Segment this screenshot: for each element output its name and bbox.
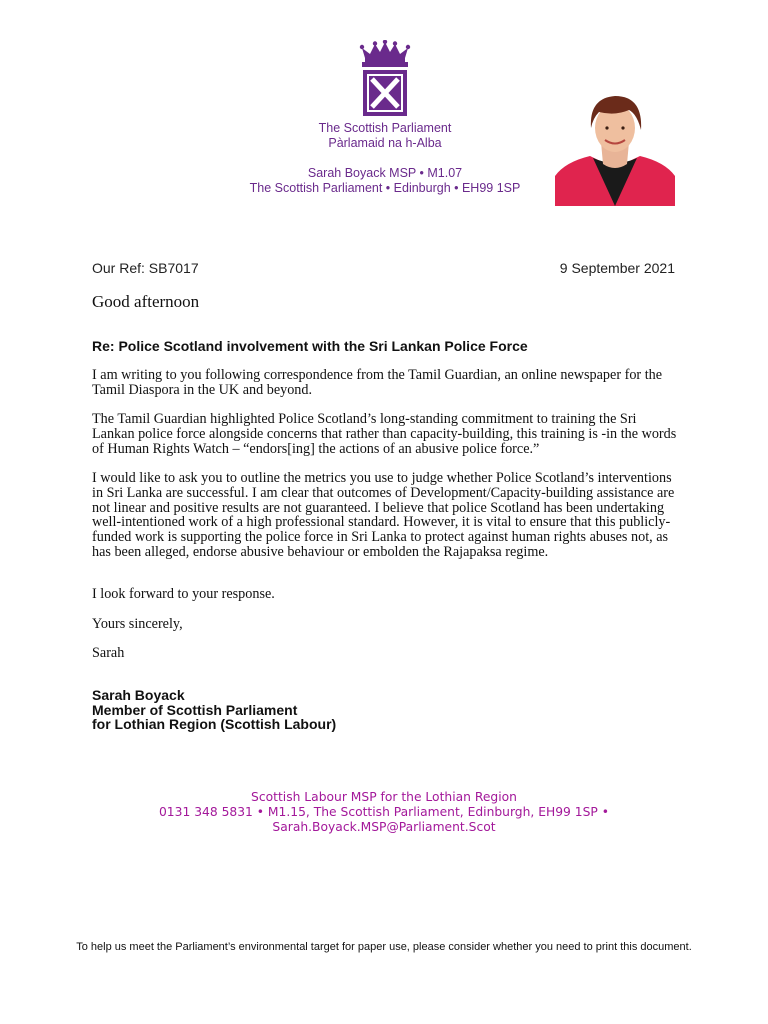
parliament-name-gaelic: Pàrlamaid na h-Alba (328, 136, 442, 150)
closing: Yours sincerely, (92, 616, 183, 632)
subject-line: Re: Police Scotland involvement with the Sri Lankan Police Force (92, 338, 528, 354)
greeting: Good afternoon (92, 292, 200, 311)
environment-note: To help us meet the Parliament’s environmental target for paper use, please consider whether you need to print this document. (76, 941, 692, 953)
signature-block (92, 688, 336, 732)
footer-line1: Scottish Labour MSP for the Lothian Region (251, 790, 517, 804)
signature-region: for Lothian Region (Scottish Labour) (92, 716, 337, 732)
first-name: Sarah (92, 645, 125, 661)
paragraph: I would like to ask you to outline the metrics you use to judge whether Police Scotland’s interventions in Sri Lanka are successful. I am clear that outcomes of Development/Capacity-building assistance are not linear and positive results are not guaranteed. I believe that police Scotland has been undertaking well-intentioned work of a high professional standard. However, it is vital to ensure that this publicly-funded work is supporting the police force in Sri Lanka to protect against human rights abuses not, as has been alleged, endorse abusive behaviour or embolden the Rajapaksa regime. (92, 470, 675, 560)
our-reference: Our Ref: SB7017 (92, 260, 199, 276)
office-line: Sarah Boyack MSP • M1.07 (307, 166, 463, 180)
signature-name: Sarah Boyack (92, 687, 185, 703)
footer-email[interactable]: Sarah.Boyack.MSP@Parliament.Scot (272, 820, 496, 834)
signature-role: Member of Scottish Parliament (92, 701, 298, 718)
footer-contact (100, 790, 668, 835)
parliament-name-english: The Scottish Parliament (318, 121, 452, 135)
paragraph: I look forward to your response. (92, 586, 275, 602)
scottish-parliament-logo-icon (356, 40, 414, 118)
paragraph: I am writing to you following correspondence from the Tamil Guardian, an online newspaper for the Tamil Diaspora in the UK and beyond. (92, 367, 663, 398)
address-line: The Scottish Parliament • Edinburgh • EH99 1SP (249, 181, 521, 195)
paragraph: The Tamil Guardian highlighted Police Scotland’s long-standing commitment to training the Sri Lankan police force alongside concerns that rather than capacity-building, this training is -in the words of Human Rights Watch – “endors[ing] the actions of an abusive police force.” (92, 411, 677, 457)
footer-line2: 0131 348 5831 • M1.15, The Scottish Parliament, Edinburgh, EH99 1SP • (158, 805, 609, 819)
portrait-photo (555, 84, 675, 206)
letter-date: 9 September 2021 (559, 260, 675, 276)
